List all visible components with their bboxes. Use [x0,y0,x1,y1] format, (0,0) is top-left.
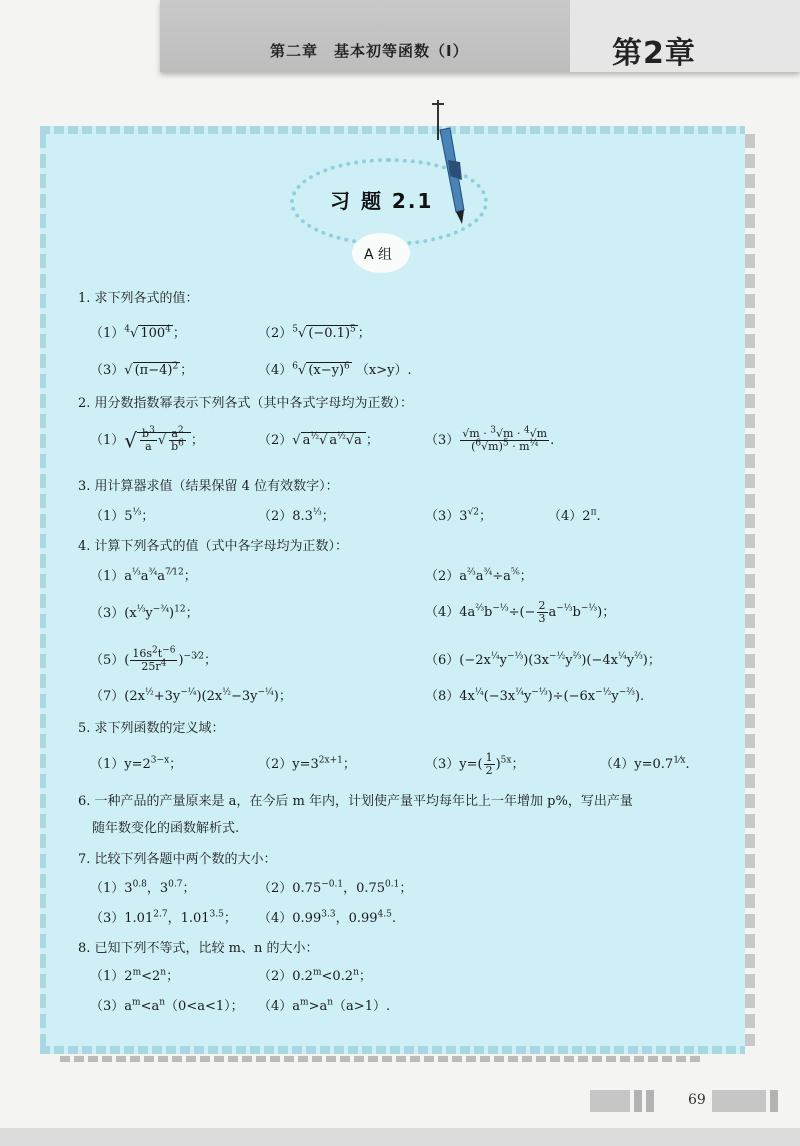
group-label: A 组 [364,247,393,263]
panel-top-border [40,126,745,134]
q8-item2: $(2)0.2^m<0.2^n$； [258,967,372,984]
q7-item3: $(3)1.01^{2.7}$，$1.01^{3.5}$； [90,909,237,926]
footer-bar [590,1090,630,1112]
page-bottom-edge [0,1128,800,1146]
footer-bar [770,1090,778,1112]
q5-item3: （3）y=( $\frac{1}{2}$ )$^{5x}$； [425,751,525,777]
q4-item1: $(1)a^{\frac{1}{3}}a^{\frac{3}{4}}a^{7⁄12}$； [90,567,197,584]
chapter-label: 第2章 [612,36,696,71]
q4-item7: $(7)(2x^{\frac{1}{2}}+3y^{-\frac{1}{4}})(2x^{\frac{1}{2}}-3y^{-\frac{1}{4}})$； [90,687,292,704]
q1-item2: $(2)^5√$ $(-0.1)^5$ ； [258,324,371,341]
section-title: 习 题 2.1 [330,189,434,213]
q4-item4: $(4)4a^{\frac{2}{3}}b^{-\frac{1}{3}}\div(-$ $\frac{2}{3}$ $a^{-\frac{1}{3}}b^{-\frac{1}{3}}$)； [425,599,616,625]
footer-bar [634,1090,642,1112]
q8-stem: 8. 已知下列不等式，比较 m、n 的大小： [78,941,319,956]
q4-stem: 4. 计算下列各式的值（式中各字母均为正数）： [78,539,349,554]
q6-line1: 6. 一种产品的产量原来是 a，在今后 m 年内，计划使产量平均每年比上一年增加 p%，写出产量 [78,794,633,809]
q4-item3: $(3)(x^{\frac{1}{3}}y^{-\frac{3}{4}})^{12}$； [90,604,199,621]
panel-bottom-shadow [60,1056,700,1062]
q5-item4: $(4)y=0.7^{1⁄x}$. [600,755,690,772]
q1-item1: $(1)^4√$ $100^4$ ； [90,324,186,341]
q2-item1: （1）√ $\frac{b^3}{a}$ √ $\frac{a^2}{b^6}$ ； [90,425,204,453]
footer-bar [712,1090,766,1112]
q4-item8: $(8)4x^{\frac{1}{4}}(-3x^{\frac{1}{4}}y^{-\frac{1}{3}})\div(-6x^{-\frac{1}{2}}y^{-\frac{2}{3}})$. [425,687,645,704]
q5-stem: 5. 求下列函数的定义域： [78,721,225,736]
q8-item3: $(3)a^m<a^n(0<a<1)$； [90,997,244,1014]
q1-item3: （3）√ $(\pi-4)^2$ ； [90,361,194,378]
q1-item4: $(4)^6√$ $(x-y)^6$ （x>y）. [258,361,412,378]
q7-stem: 7. 比较下列各题中两个数的大小： [78,852,277,867]
q1-stem: 1. 求下列各式的值： [78,291,199,306]
q4-item5: （5）( $\frac{16s^2t^{-6}}{25r^4}$ )$^{-3⁄2}$； [90,645,218,673]
q5-item2: $(2)y=3^{2x+1}$； [258,755,356,772]
q7-item2: $(2)0.75^{-0.1}$，$0.75^{0.1}$； [258,879,413,896]
panel-right-border [745,134,755,1046]
q4-item6: $(6)(-2x^{\frac{1}{4}}y^{-\frac{1}{3}})(3x^{-\frac{1}{2}}y^{\frac{2}{3}})(-4x^{\frac{1}{4}}y^{\frac{2}{3}})$； [425,651,661,668]
page-number: 69 [688,1092,706,1108]
q3-item1: $(1)5^{\frac{1}{3}}$； [90,507,155,524]
panel-bottom-border [40,1046,745,1054]
q3-stem: 3. 用计算器求值（结果保留 4 位有效数字）： [78,479,339,494]
q3-item3: $(3)3^{√2}$； [425,507,493,524]
q7-item1: $(1)3^{0.8}$，$3^{0.7}$； [90,879,196,896]
footer-bar [646,1090,654,1112]
q3-item4: $(4)2^\pi$. [548,507,601,524]
q2-item3: （3） $\frac{√m \cdot ^3√m \cdot ^4√m}{(^6√m)^5 \cdot m^{\frac{1}{4}}}$ . [425,425,555,453]
q6-line2: 随年数变化的函数解析式. [92,821,240,836]
q2-item2: （2）√ $a^{\frac{1}{2}}√$ $a^{\frac{1}{2}}√a$ ； [258,431,379,448]
q8-item4: $(4)a^m>a^n(a>1)$. [258,997,391,1014]
q8-item1: $(1)2^m<2^n$； [90,967,180,984]
q3-item2: $(2)8.3^{\frac{1}{3}}$； [258,507,335,524]
q2-stem: 2. 用分数指数幂表示下列各式（其中各式字母均为正数）： [78,396,414,411]
q5-item1: $(1)y=2^{3-x}$； [90,755,183,772]
q4-item2: $(2)a^{\frac{2}{3}}a^{\frac{3}{4}}\div a^{\frac{5}{6}}$； [425,567,533,584]
panel-left-border [40,134,46,1046]
running-head: 第二章 基本初等函数（Ⅰ） [270,42,469,60]
q7-item4: $(4)0.99^{3.3}$，$0.99^{4.5}$. [258,909,396,926]
